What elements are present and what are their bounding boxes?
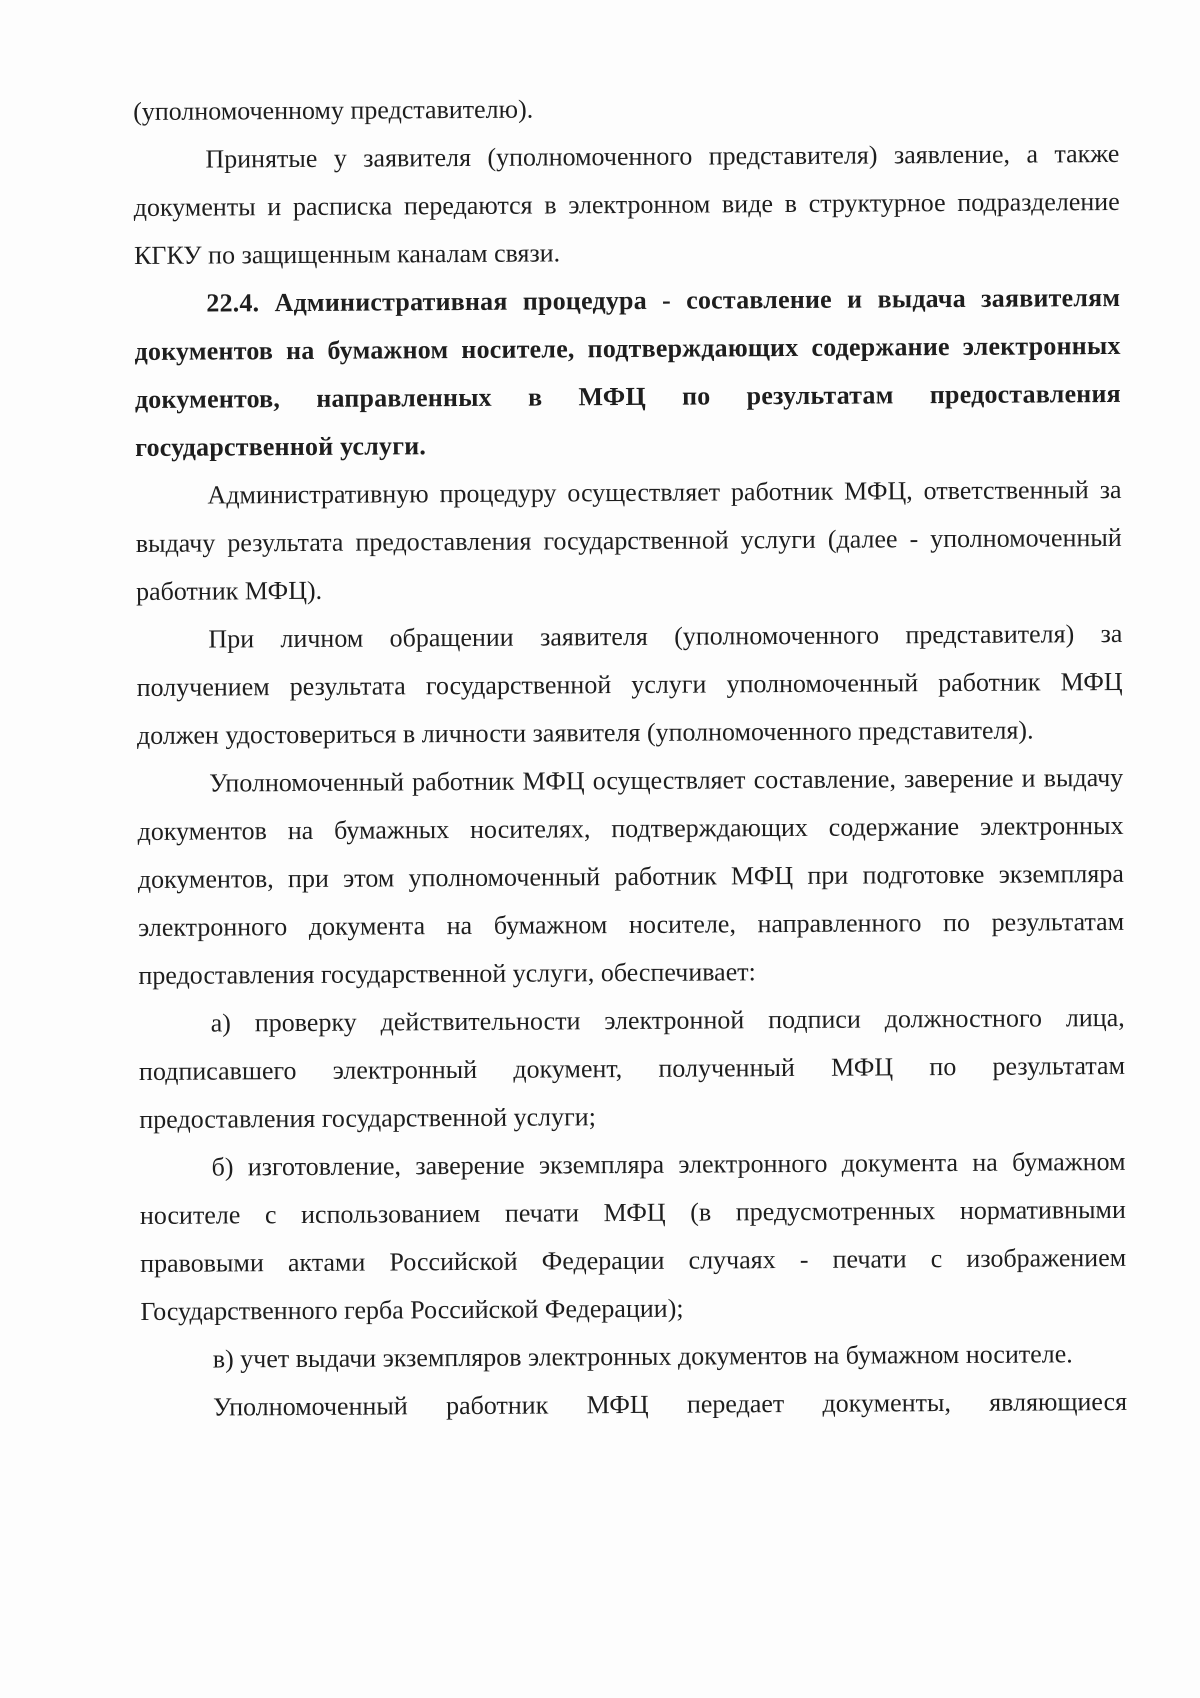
paragraph-transfer: Принятые у заявителя (уполномоченного представителя) заявление, а также документы и расписка передаются в электронном виде в структурное подразделение КГКУ по защищенным каналам связи. bbox=[133, 138, 1120, 270]
list-item-b: б) изготовление, заверение экземпляра электронного документа на бумажном носителе с использованием печати МФЦ (в предусмотренных нормативными правовыми актами Российской Федерации случаях - печати с изображением Государственного герба Российской Федерации); bbox=[139, 1146, 1127, 1326]
paragraph-transfer-documents: Уполномоченный работник МФЦ передает документы, являющиеся bbox=[212, 1386, 1128, 1422]
document-body bbox=[133, 82, 1127, 1432]
paragraph-duties: Уполномоченный работник МФЦ осуществляет составление, заверение и выдачу документов на бумажных носителях, подтверждающих содержание электронных документов, при этом уполномоченный работник МФЦ при подготовке экземпляра электронного документа на бумажном носителе, направленного по результатам предоставления государственной услуги, обеспечивает: bbox=[137, 762, 1125, 990]
section-heading-22-4: 22.4. Административная процедура - составление и выдача заявителям документов на бумажном носителе, подтверждающих содержание электронных документов, направленных в МФЦ по результатам предоставления государственной услуги. bbox=[134, 282, 1121, 462]
list-item-c: в) учет выдачи экземпляров электронных документов на бумажном носителе. bbox=[212, 1339, 1073, 1374]
list-item-a: а) проверку действительности электронной подписи должностного лица, подписавшего электронный документ, полученный МФЦ по результатам предоставления государственной услуги; bbox=[138, 1002, 1126, 1134]
paragraph-personal-visit: При личном обращении заявителя (уполномоченного представителя) за получением результата государственной услуги уполномоченный работник МФЦ должен удостовериться в личности заявителя (уполномоченного представителя). bbox=[136, 618, 1123, 750]
paragraph-continuation: (уполномоченному представителю). bbox=[133, 94, 534, 126]
paragraph-procedure: Административную процедуру осуществляет работник МФЦ, ответственный за выдачу результата предоставления государственной услуги (далее - уполномоченный работник МФЦ). bbox=[135, 474, 1122, 606]
